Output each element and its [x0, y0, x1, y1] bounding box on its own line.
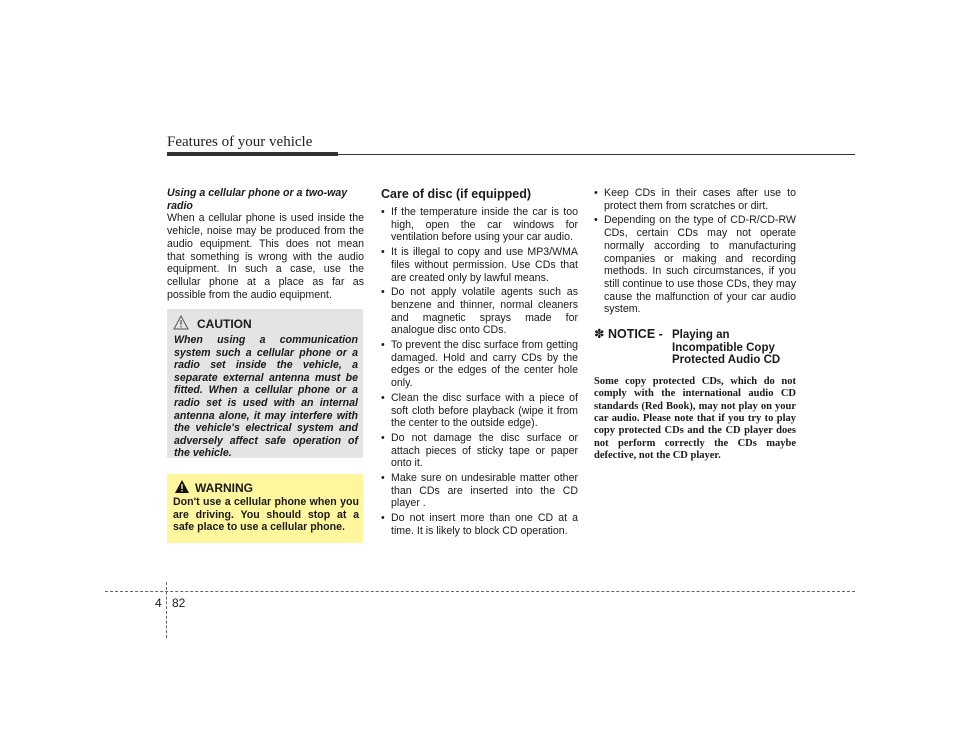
caution-triangle-icon: [173, 315, 189, 330]
subheading-cellular: Using a cellular phone or a two-way radio: [167, 187, 348, 212]
caution-title: CAUTION: [197, 317, 252, 331]
notice-title-line: Incompatible Copy: [672, 341, 775, 354]
notice-label: ✽ NOTICE -: [594, 327, 663, 342]
right-column: [594, 187, 796, 462]
page-number: 82: [172, 596, 186, 610]
list-item: • Do not insert more than one CD at a time. It is likely to block CD operation.: [381, 512, 578, 537]
right-bullets: [594, 187, 796, 316]
paragraph-cellular: When a cellular phone is used inside the vehicle, noise may be produced from the audio equipment. This does not mean that something is wrong with the audio equipment. In such a case, use the cellular phone at a place as far as possible from the audio equipment.: [167, 212, 364, 301]
list-item: • If the temperature inside the car is too high, open the car windows for ventilation before using your car audio.: [381, 206, 578, 244]
warning-triangle-icon: [174, 479, 190, 494]
list-item: • To prevent the disc surface from getting damaged. Hold and carry CDs by the edges or the edges of the center hole only.: [381, 339, 578, 390]
list-item: • Make sure on undesirable matter other than CDs are inserted into the CD player .: [381, 472, 578, 510]
footer-rule: [105, 591, 855, 592]
notice-body: Some copy protected CDs, which do not comply with the international audio CD standards (Red Book), may not play on your car audio. Please note that if you try to play copy protected CDs and the CD player does not perform correctly the CDs maybe defective, not the CD player.: [594, 376, 796, 461]
list-item: • It is illegal to copy and use MP3/WMA files without permission. Use CDs that are created only by lawful means.: [381, 246, 578, 284]
warning-text: Don't use a cellular phone when you are driving. You should stop at a safe place to use a cellular phone.: [173, 496, 359, 534]
notice-title: [672, 329, 780, 367]
caution-text: When using a communication system such a cellular phone or a radio set inside the vehicle, a separate external antenna must be fitted. When a cellular phone or a radio set is used with an internal antenna alone, it may interfere with the vehicle's electrical system and adversely affect safe operation of the vehicle.: [174, 334, 358, 460]
warning-box: [167, 474, 363, 543]
section-title: Features of your vehicle: [167, 134, 313, 150]
header-rule-thick: [167, 152, 338, 156]
footer-divider: [166, 582, 167, 638]
middle-column: [381, 187, 578, 540]
notice-title-line: Playing an: [672, 329, 730, 342]
list-item: • Clean the disc surface with a piece of soft cloth before playback (wipe it from the center to the outside edge).: [381, 392, 578, 430]
care-heading: Care of disc (if equipped): [381, 187, 532, 201]
list-item: • Do not damage the disc surface or attach pieces of sticky tape or paper onto it.: [381, 432, 578, 470]
list-item: • Do not apply volatile agents such as benzene and thinner, normal cleaners and magnetic sprays made for analogue disc onto CDs.: [381, 286, 578, 337]
notice-heading: [594, 328, 796, 374]
list-item: • Depending on the type of CD-R/CD-RW CDs, certain CDs may not operate normally according to manufacturing companies or making and recording methods. In such circumstances, if you still continue to use those CDs, they may cause the malfunction of your car audio system.: [594, 214, 796, 316]
warning-title: WARNING: [195, 481, 253, 495]
care-bullets: [381, 206, 578, 538]
notice-title-line: Protected Audio CD: [672, 354, 781, 367]
list-item: • Keep CDs in their cases after use to protect them from scratches or dirt.: [594, 187, 796, 212]
left-column: [167, 187, 364, 301]
caution-box: [167, 309, 363, 458]
header-rule-thin: [338, 154, 855, 155]
chapter-number: 4: [155, 596, 162, 610]
